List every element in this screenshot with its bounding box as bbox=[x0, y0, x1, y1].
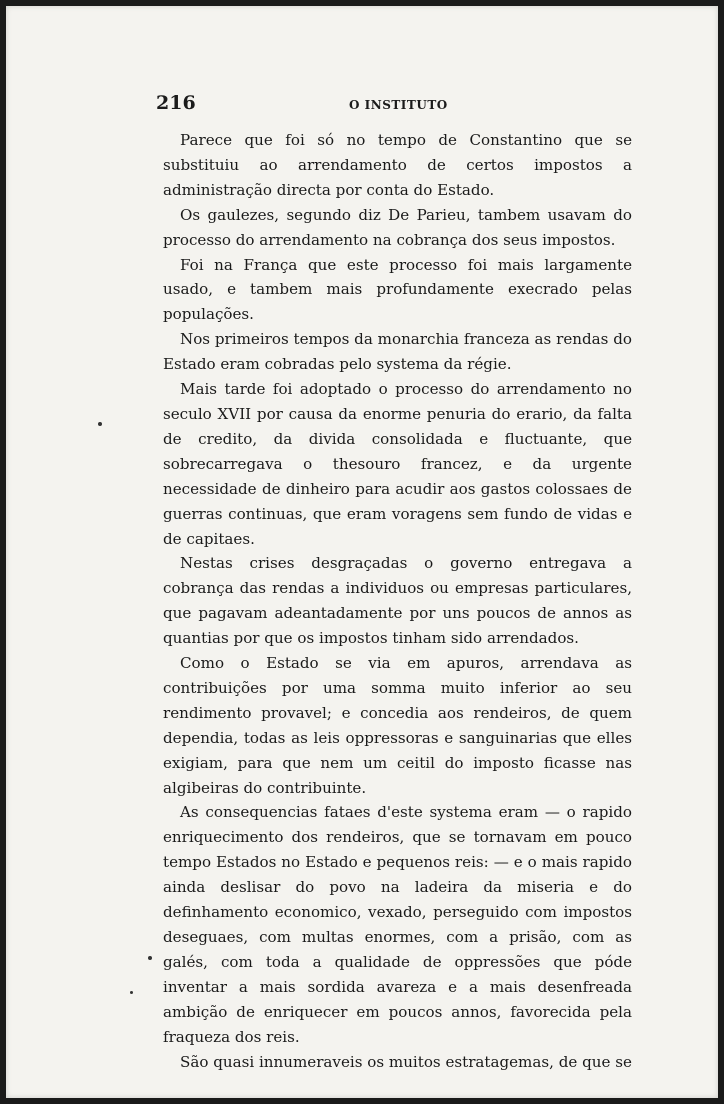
body-text bbox=[163, 128, 632, 1074]
paragraph: Nos primeiros tempos da monarchia franceza as rendas do Estado eram cobradas pelo systema da régie. bbox=[163, 330, 632, 374]
ink-speck bbox=[98, 422, 102, 426]
page-number: 216 bbox=[156, 92, 196, 114]
paragraph: Os gaulezes, segundo diz De Parieu, tambem usavam do processo do arrendamento na cobrança dos seus impostos. bbox=[163, 205, 632, 249]
paragraph: Foi na França que este processo foi mais largamente usado, e tambem mais profundamente execrado pelas populações. bbox=[163, 255, 632, 324]
paragraph: Mais tarde foi adoptado o processo do arrendamento no seculo XVII por causa da enorme penuria do erario, da falta de credito, da divida consolidada e fluctuante, que sobrecarregava o thesouro francez, e da urgente necessidade de dinheiro para acudir aos gastos colossaes de guerras continuas, que eram voragens sem fundo de vidas e de capitaes. bbox=[163, 380, 632, 548]
paragraph: As consequencias fataes d'este systema eram — o rapido enriquecimento dos rendeiros, que se tornavam em pouco tempo Estados no Estado e pequenos reis: — e o mais rapido ainda deslisar do povo na ladeira da miseria e do definhamento economico, vexado, perseguido com impostos deseguaes, com multas enormes, com a prisão, com as galés, com toda a qualidade de oppressões que póde inventar a mais sordida avareza e a mais desenfreada ambição de enriquecer em poucos annos, favorecida pela fraqueza dos reis. bbox=[163, 803, 632, 1046]
page-header bbox=[156, 92, 630, 116]
book-page bbox=[6, 6, 718, 1098]
paragraph: São quasi innumeraveis os muitos estratagemas, de que se bbox=[180, 1052, 632, 1071]
paragraph: Como o Estado se via em apuros, arrendava as contribuições por uma somma muito inferior ao seu rendimento provavel; e concedia aos rendeiros, de quem dependia, todas as leis oppressoras e sanguinarias que elles exigiam, para que nem um ceitil do imposto ficasse nas algibeiras do contribuinte. bbox=[163, 654, 632, 797]
paragraph: Nestas crises desgraçadas o governo entregava a cobrança das rendas a individuos ou empresas particulares, que pagavam adeantadamente por uns poucos de annos as quantias por que os impostos tinham sido arrendados. bbox=[163, 554, 632, 648]
ink-speck bbox=[148, 956, 152, 960]
running-title: O INSTITUTO bbox=[349, 98, 448, 112]
ink-speck bbox=[130, 991, 133, 994]
paragraph: Parece que foi só no tempo de Constantino que se substituiu ao arrendamento de certos impostos a administração directa por conta do Estado. bbox=[163, 131, 632, 199]
